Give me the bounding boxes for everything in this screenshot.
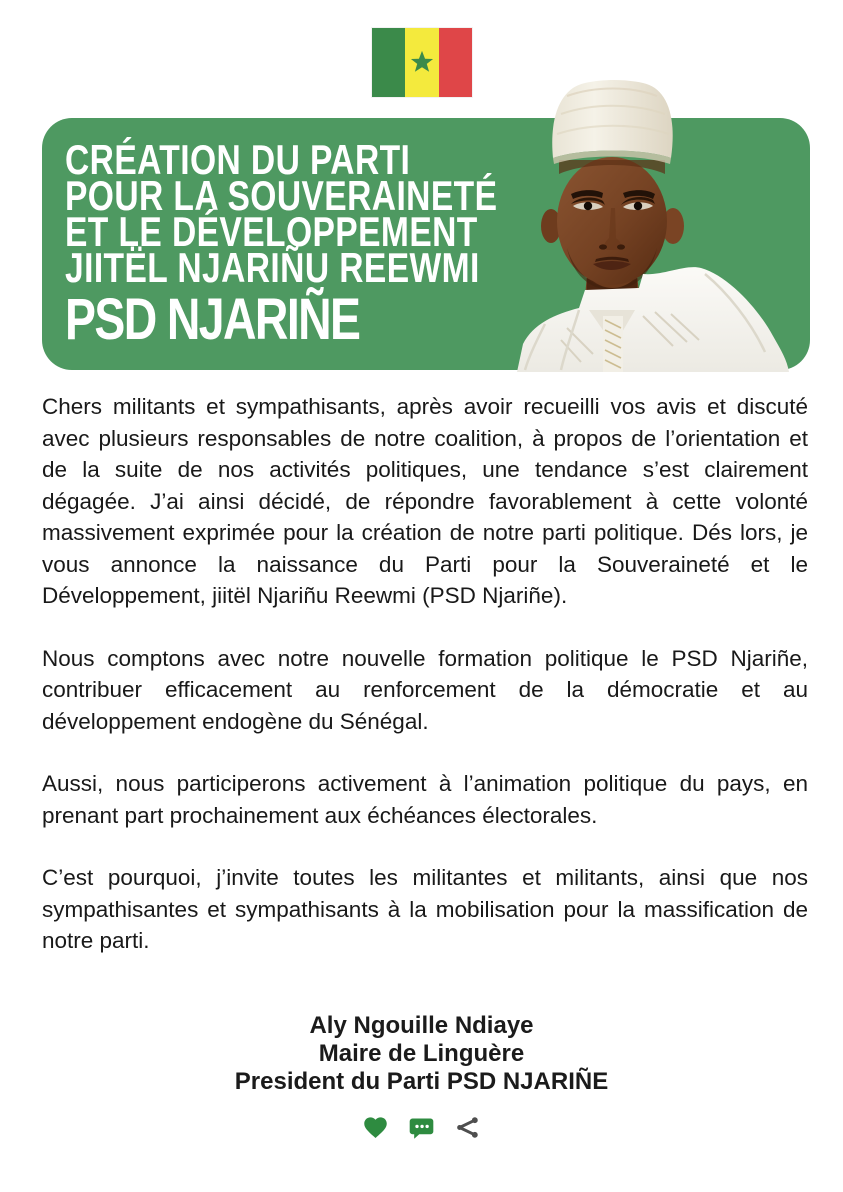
heart-icon[interactable] [362, 1114, 389, 1141]
signature-block [0, 1012, 843, 1096]
share-icon[interactable] [454, 1114, 481, 1141]
announcement-body [42, 391, 808, 988]
signature-title: Maire de Linguère [318, 1040, 525, 1067]
paragraph-4: C’est pourquoi, j’invite toutes les militantes et militants, ainsi que nos sympathisantes et sympathisants à la mobilisation pour la massification de notre parti. [42, 865, 808, 953]
party-name: PSD NJARIÑE [65, 287, 360, 352]
leader-portrait [515, 78, 800, 372]
flag-star-icon [408, 48, 436, 76]
paragraph-1: Chers militants et sympathisants, après avoir recueilli vos avis et discuté avec plusieurs responsables de notre coalition, à propos de l’orientation et de la suite de nos activités politiques, une tendance s’est clairement dégagée. J’ai ainsi décidé, de répondre favorablement à cette volonté massivement exprimée pour la création de notre parti politique. Dés lors, je vous annonce la naissance du Parti pour la Souveraineté et le Développement, jiitël Njariñu Reewmi (PSD Njariñe). [42, 394, 808, 608]
footer-icons [0, 1114, 843, 1141]
signature-name: Aly Ngouille Ndiaye [309, 1012, 534, 1039]
flag-green-band [372, 28, 405, 97]
banner-title-line-4: JIITËL NJARIÑU REEWMI [65, 244, 480, 291]
flag-red-band [439, 28, 472, 97]
paragraph-2: Nous comptons avec notre nouvelle formation politique le PSD Njariñe, contribuer efficacement au renforcement de la démocratie et au développement endogène du Sénégal. [42, 645, 808, 734]
paragraph-3: Aussi, nous participerons activement à l’animation politique du pays, en prenant part prochainement aux échéances électorales. [42, 771, 808, 828]
portrait-robe [517, 267, 789, 372]
senegal-flag [372, 28, 472, 97]
comment-icon[interactable] [408, 1114, 435, 1141]
portrait-kufi-hat [552, 80, 672, 158]
banner-text [65, 136, 498, 352]
banner-title-line-2: POUR LA SOUVERAINETÉ [65, 172, 498, 219]
signature-role: President du Parti PSD NJARIÑE [234, 1068, 609, 1095]
banner-title-line-1: CRÉATION DU PARTI [65, 136, 411, 183]
banner-title-line-3: ET LE DÉVELOPPEMENT [65, 208, 478, 255]
